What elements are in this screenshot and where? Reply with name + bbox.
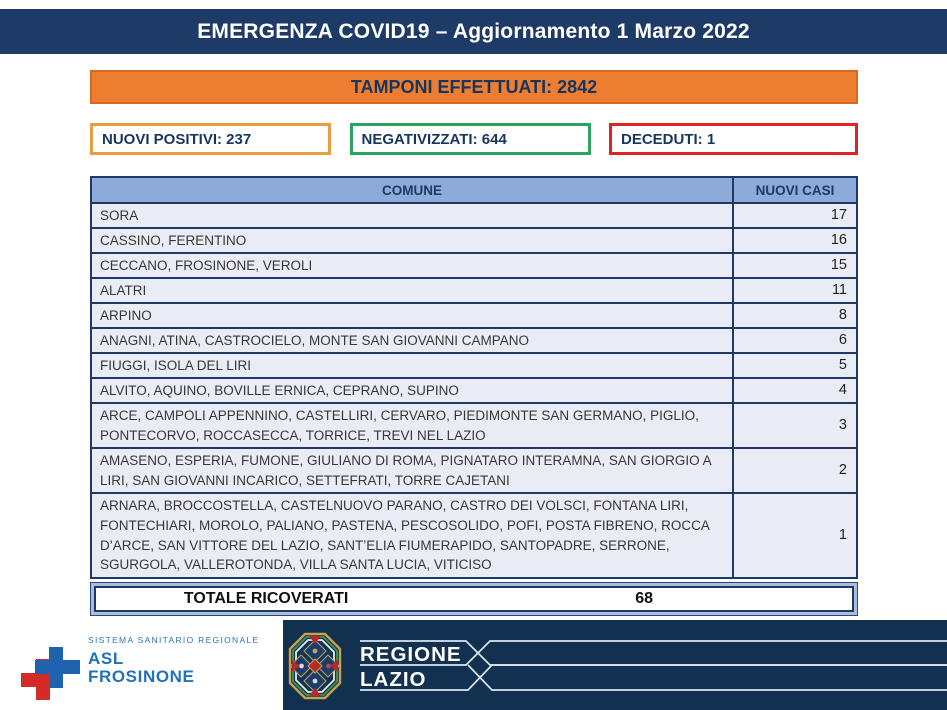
comune-cell: ALVITO, AQUINO, BOVILLE ERNICA, CEPRANO, SUPINO bbox=[91, 378, 733, 403]
table-row bbox=[91, 403, 857, 448]
column-header-comune: COMUNE bbox=[91, 177, 733, 203]
stat-box-negativizzati bbox=[350, 123, 591, 155]
asl-name-line2: FROSINONE bbox=[88, 667, 195, 687]
table-row bbox=[91, 353, 857, 378]
regione-wordmark-line1: REGIONE bbox=[360, 643, 462, 666]
stat-box-nuovi-positivi bbox=[90, 123, 331, 155]
stat-label-deceduti: DECEDUTI: 1 bbox=[621, 130, 716, 148]
comune-cell: CASSINO, FERENTINO bbox=[91, 228, 733, 253]
tamponi-banner bbox=[90, 70, 858, 104]
nuovi-casi-cell: 1 bbox=[733, 493, 857, 577]
table-header-row bbox=[91, 177, 857, 203]
regione-lazio-crest-icon bbox=[290, 634, 340, 698]
ssr-label: SISTEMA SANITARIO REGIONALE bbox=[88, 635, 260, 645]
comune-cell: ARNARA, BROCCOSTELLA, CASTELNUOVO PARANO, CASTRO DEI VOLSCI, FONTANA LIRI, FONTECHIARI, MOROLO, PALIANO, PASTENA, PESCOSOLIDO, POFI, POSTA FIBRENO, ROCCA D’ARCE, SAN VITTORE DEL LAZIO, SANT’ELIA FIUMERAPIDO, SANTOPADRE, SERRONE, SGURGOLA, VALLEROTONDA, VILLA SANTA LUCIA, VITICISO bbox=[91, 493, 733, 577]
nuovi-casi-cell: 4 bbox=[733, 378, 857, 403]
regione-wordmark-line2: LAZIO bbox=[360, 668, 427, 691]
regione-lazio-logo bbox=[283, 620, 947, 710]
totale-ricoverati-inner bbox=[94, 586, 854, 612]
nuovi-casi-cell: 17 bbox=[733, 203, 857, 228]
table-row bbox=[91, 253, 857, 278]
comune-cell: SORA bbox=[91, 203, 733, 228]
top-bar bbox=[0, 9, 947, 54]
comune-cell: ARPINO bbox=[91, 303, 733, 328]
table-row bbox=[91, 228, 857, 253]
asl-name-line1: ASL bbox=[88, 649, 124, 668]
tamponi-banner-label: TAMPONI EFFETTUATI: 2842 bbox=[350, 76, 598, 97]
comune-cell: ANAGNI, ATINA, CASTROCIELO, MONTE SAN GIOVANNI CAMPANO bbox=[91, 328, 733, 353]
table-row bbox=[91, 278, 857, 303]
comune-cell: ARCE, CAMPOLI APPENNINO, CASTELLIRI, CERVARO, PIEDIMONTE SAN GERMANO, PIGLIO, PONTECORVO, ROCCASECCA, TORRICE, TREVI NEL LAZIO bbox=[91, 403, 733, 448]
comune-cell: CECCANO, FROSINONE, VEROLI bbox=[91, 253, 733, 278]
page-title: EMERGENZA COVID19 – Aggiornamento 1 Marzo 2022 bbox=[197, 19, 750, 43]
regione-lazio-bar bbox=[283, 620, 947, 710]
stat-label-negativizzati: NEGATIVIZZATI: 644 bbox=[361, 130, 507, 148]
asl-cross-icon bbox=[18, 646, 86, 702]
table-row bbox=[91, 328, 857, 353]
table-row bbox=[91, 203, 857, 228]
stat-label-nuovi-positivi: NUOVI POSITIVI: 237 bbox=[102, 130, 252, 148]
nuovi-casi-cell: 5 bbox=[733, 353, 857, 378]
nuovi-casi-cell: 6 bbox=[733, 328, 857, 353]
nuovi-casi-cell: 2 bbox=[733, 448, 857, 493]
table-row bbox=[91, 378, 857, 403]
stat-box-deceduti bbox=[609, 123, 858, 155]
table-row bbox=[91, 303, 857, 328]
table-row bbox=[91, 448, 857, 493]
footer bbox=[0, 620, 947, 710]
nuovi-casi-cell: 11 bbox=[733, 278, 857, 303]
nuovi-casi-cell: 8 bbox=[733, 303, 857, 328]
totale-ricoverati-label: TOTALE RICOVERATI bbox=[183, 590, 349, 607]
totale-ricoverati-value: 68 bbox=[635, 590, 653, 607]
column-header-nuovi-casi: NUOVI CASI bbox=[733, 177, 857, 203]
table-row bbox=[91, 493, 857, 577]
nuovi-casi-cell: 15 bbox=[733, 253, 857, 278]
nuovi-casi-cell: 16 bbox=[733, 228, 857, 253]
stats-row bbox=[90, 123, 858, 155]
totale-ricoverati-box bbox=[90, 582, 858, 616]
cases-table bbox=[90, 176, 858, 579]
comune-cell: ALATRI bbox=[91, 278, 733, 303]
asl-name bbox=[88, 650, 194, 687]
comune-cell: FIUGGI, ISOLA DEL LIRI bbox=[91, 353, 733, 378]
nuovi-casi-cell: 3 bbox=[733, 403, 857, 448]
comune-cell: AMASENO, ESPERIA, FUMONE, GIULIANO DI ROMA, PIGNATARO INTERAMNA, SAN GIORGIO A LIRI, SAN GIOVANNI INCARICO, SETTEFRATI, TORRE CAJETANI bbox=[91, 448, 733, 493]
